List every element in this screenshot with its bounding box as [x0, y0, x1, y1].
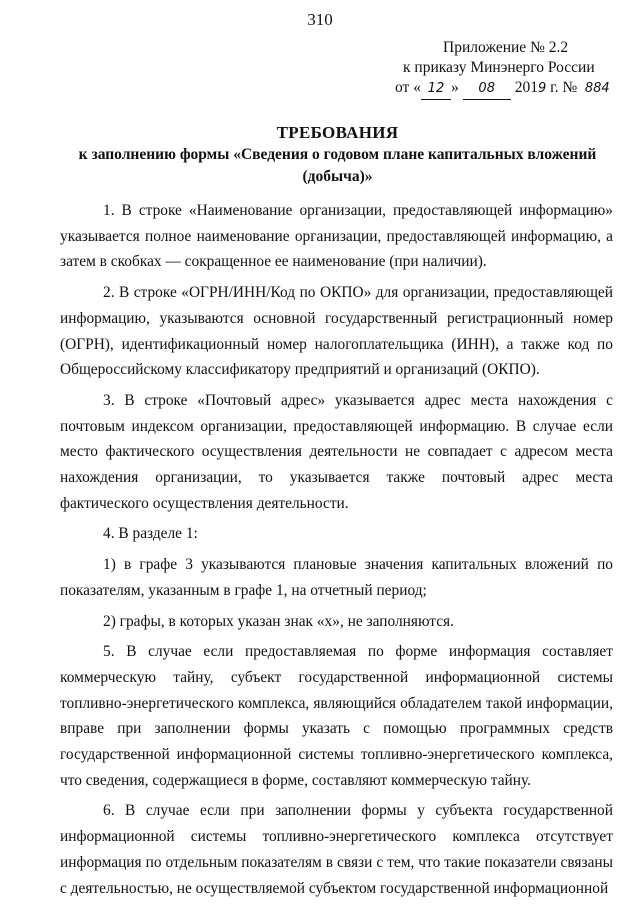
page-number: 310	[307, 10, 333, 29]
paragraph-2: 2. В строке «ОГРН/ИНН/Код по ОКПО» для организации, предоставляющей информацию, указываются основной государственный регистрационный номер (ОГРН), идентификационный номер налогоплательщика (ИНН), а также код по Общероссийскому классификатору предприятий и организаций (ОКПО).	[60, 284, 613, 379]
date-prefix: от «	[395, 79, 421, 96]
paragraph-4: 4. В разделе 1:	[103, 525, 198, 543]
paragraph-4-item-1: 1) в графе 3 указываются плановые значения капитальных вложений по показателям, указанным в графе 1, на отчетный период;	[60, 556, 613, 599]
date-quote-close: »	[450, 79, 459, 96]
document-subtitle-line-1: к заполнению формы «Сведения о годовом плане капитальных вложений	[78, 146, 597, 163]
document-heading: ТРЕБОВАНИЯ	[276, 123, 399, 142]
handwritten-year-digit: 9	[537, 81, 547, 96]
paragraph-6: 6. В случае если при заполнении формы у субъекта государственной информационной системы топливно-энергетического комплекса отсутствует информация по отдельным показателям в связи с тем, что такие показатели связаны с деятельностью, не осуществляемой субъектом государственной информационной	[60, 802, 613, 897]
handwritten-day: 12	[421, 79, 451, 100]
paragraph-5: 5. В случае если предоставляемая по форме информация составляет коммерческую тайну, субъект государственной информационной системы топливно-энергетического комплекса, являющийся обладателем такой информации, вправе при заполнении формы указать с помощью программных средств государственной информационной системы топливно-энергетического комплекса, что сведения, содержащиеся в форме, составляют коммерческую тайну.	[60, 643, 613, 789]
order-reference: к приказу Минэнерго России	[403, 59, 595, 76]
handwritten-month: 08	[463, 79, 511, 100]
paragraph-1: 1. В строке «Наименование организации, предоставляющей информацию» указывается полное наименование организации, предоставляющей информацию, а затем в скобках — сокращенное ее наименование (при наличии).	[60, 202, 613, 271]
appendix-title: Приложение № 2.2	[443, 39, 569, 56]
year-suffix: г. №	[546, 79, 578, 96]
paragraph-4-item-2: 2) графы, в которых указан знак «х», не заполняются.	[103, 612, 454, 630]
year-prefix: 201	[514, 79, 538, 96]
handwritten-order-number: 884	[584, 81, 610, 96]
document-body	[60, 198, 613, 906]
paragraph-3: 3. В строке «Почтовый адрес» указывается адрес места нахождения с почтовым индексом организации, предоставляющей информацию. В случае если место фактического осуществления деятельности не совпадает с адресом места нахождения организации, то указывается также почтовый адрес места фактического осуществления деятельности.	[60, 391, 613, 512]
order-date-line	[395, 78, 625, 100]
document-subtitle-line-2: (добыча)»	[302, 168, 373, 185]
document-title-block	[60, 122, 615, 188]
appendix-reference	[395, 38, 625, 100]
